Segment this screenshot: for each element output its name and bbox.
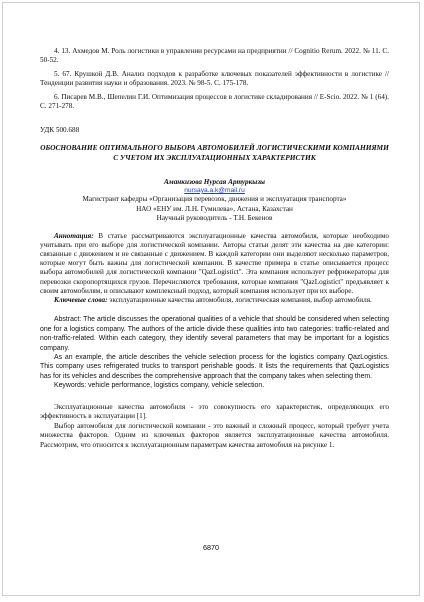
udk-code: УДК 500.688 <box>40 126 80 135</box>
abstract-en-paragraph: As an example, the article describes the vehicle selection process for the logistics company QazLogistics. This company uses refrigerated trucks to transport perishable goods. It lists the requirements that QazLogistics has for its vehicles and describes the comprehensive approach that the company takes when selecting them. <box>40 353 389 380</box>
article-title: ОБОСНОВАНИЕ ОПТИМАЛЬНОГО ВЫБОРА АВТОМОБИЛЕЙ ЛОГИСТИЧЕСКИМИ КОМПАНИЯМИ С УЧЕТОМ ИХ ЭКСПЛУАТАЦИОННЫХ ХАРАКТЕРИСТИК <box>40 143 389 162</box>
abstract-en-paragraph: Abstract: The article discusses the operational qualities of a vehicle that should be considered when selecting one for a logistics company. The authors of the article divide these qualities into two categories: traffic-related and non-traffic-related. Within each category, they identify several parameters that may be important for a logistics company. <box>40 316 389 352</box>
abstract-ru-label: Аннотация: <box>54 231 94 240</box>
keywords-ru <box>40 296 389 305</box>
reference-item: 4. 13. Ахмедов М. Роль логистики в управлении ресурсами на предприятии // Cognitio Rerum. 2022. № 11. С. 50-52. <box>40 47 389 65</box>
abstract-ru <box>40 232 389 296</box>
affiliation-line: НАО «ЕНУ им. Л.Н. Гумилева», Астана, Казахстан <box>136 204 293 213</box>
keywords-ru-text: эксплуатационные качества автомобиля, логистическая компания, выбор автомобиля. <box>107 296 372 305</box>
page-content <box>40 47 389 451</box>
author-email-link[interactable]: nursaya.a.k@mail.ru <box>184 186 245 194</box>
page-number: 6870 <box>203 543 219 552</box>
affiliation-line: Научный руководитель - Т.Н. Бекенов <box>156 214 273 223</box>
reference-item: 6. Писарев М.В., Шепелин Г.И. Оптимизация процессов в логистике складирования // E-Scio. 2022. № 1 (64). С. 271-278. <box>40 92 389 111</box>
author-name: Аманкизова Нурсая Артуркызы <box>164 177 265 186</box>
keywords-en: Keywords: vehicle performance, logistics company, vehicle selection. <box>54 382 265 390</box>
keywords-ru-label: Ключевые слова: <box>54 296 108 305</box>
body-paragraph: Эксплуатационные качества автомобиля - это совокупность его характеристик, определяющих его эффективность в эксплуатации [1]. <box>40 402 389 421</box>
abstract-ru-text: В статье рассматриваются эксплуатационные качества автомобиля, которые необходимо учитывать при его выборе для логистической компании. Авторы статьи делят эти качества на две категории: связанные с движением и не связанные с движением. В каждой категории они выделяют несколько параметров, которые могут быть важны для логистической компании. В качестве примера в статье описывается процесс выбора автомобилей для логистической компании "QazLogistict". Эта компания использует рефрижераторы для перевозки скоропортящихся грузов. Перечисляются требования, которые компания "QazLogistict" предъявляет к своим автомобилям, и описывают комплексный подход, который компания использует при их выборе. <box>40 231 389 295</box>
affiliation-line: Магистрант кафедры «Организация перевозок, движения и эксплуатация транспорта» <box>82 195 347 204</box>
reference-item: 5. 67. Крушкой Д.В. Анализ подходов к разработке ключевых показателей эффективности в логистике // Тенденции развития науки и образования. 2023. № 98-5. С. 175-178. <box>40 69 389 88</box>
document-page <box>2 2 420 596</box>
body-paragraph: Выбор автомобиля для логистической компании - это важный и сложный процесс, который требует учета множества факторов. Одним из ключевых факторов является эксплуатационные качества автомобиля. Рассмотрим, что относится к эксплуатационным параметрам качества автомобиля на рисунке 1. <box>40 421 389 449</box>
